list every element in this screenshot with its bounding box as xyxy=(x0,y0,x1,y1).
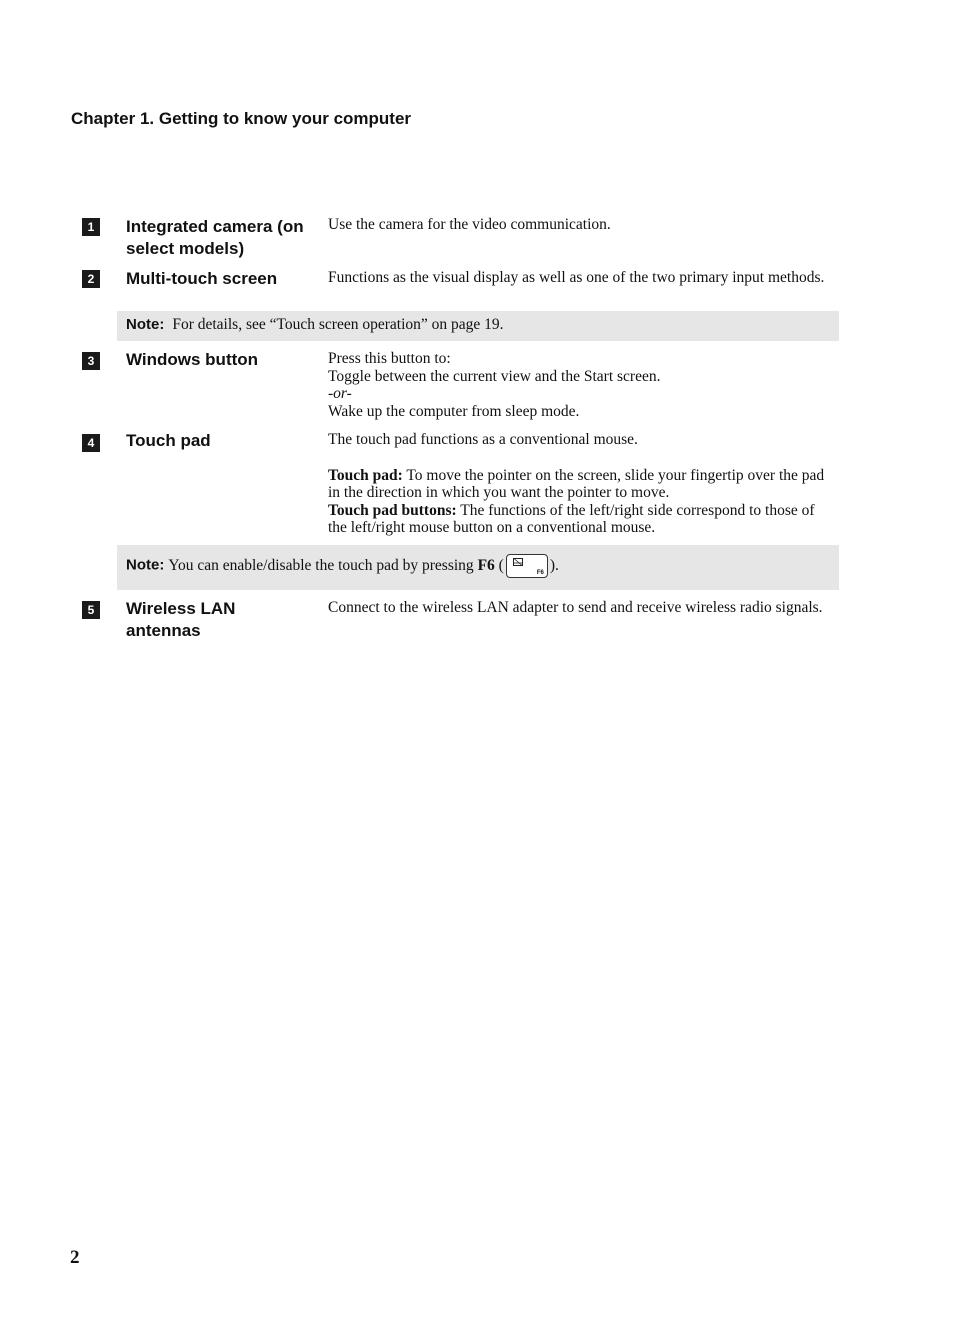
touch-pad-buttons-text: The functions of the left/right side correspond to those of the left/right mouse button on a conventional mouse. xyxy=(328,501,815,536)
item-description: Use the camera for the video communication. xyxy=(328,216,611,233)
description-line: Press this button to: xyxy=(328,350,451,367)
touch-pad-text: To move the pointer on the screen, slide your fingertip over the pad in the direction in which you want the pointer to move. xyxy=(328,466,825,501)
chapter-title: Chapter 1. Getting to know your computer xyxy=(71,109,412,128)
item-description: Connect to the wireless LAN adapter to send and receive wireless radio signals. xyxy=(328,599,823,616)
item-number-badge: 4 xyxy=(82,434,100,452)
page-number: 2 xyxy=(70,1247,80,1268)
item-term: Multi-touch screen xyxy=(126,269,278,288)
touch-pad-label: Touch pad: xyxy=(328,466,403,484)
note-text: You can enable/disable the touch pad by pressing F6 ( F6 ). xyxy=(168,557,559,574)
key-label: F6 xyxy=(536,570,544,576)
description-line: Wake up the computer from sleep mode. xyxy=(328,402,580,420)
item-number-badge: 5 xyxy=(82,601,100,619)
note-box xyxy=(117,311,839,341)
note-box xyxy=(117,545,839,590)
item-term: Windows button xyxy=(126,350,259,369)
item-number-badge: 3 xyxy=(82,352,100,370)
touchpad-icon xyxy=(513,558,523,566)
item-number-badge: 2 xyxy=(82,270,100,288)
note-label: Note: xyxy=(126,556,165,574)
touch-pad-buttons-label: Touch pad buttons: xyxy=(328,501,457,519)
description-touch-pad xyxy=(328,467,833,502)
key-name: F6 xyxy=(477,556,495,574)
item-term: Touch pad xyxy=(126,431,211,450)
item-description xyxy=(328,431,833,537)
item-term: Integrated camera (on select models) xyxy=(126,217,304,258)
description-line xyxy=(328,385,833,403)
item-number-badge: 1 xyxy=(82,218,100,236)
item-term: Wireless LAN antennas xyxy=(126,599,236,640)
description-touch-pad-buttons xyxy=(328,502,833,537)
note-text: For details, see “Touch screen operation” on page 19. xyxy=(172,316,504,333)
note-label: Note: xyxy=(126,316,165,333)
item-description xyxy=(328,350,833,420)
item-description: Functions as the visual display as well as one of the two primary input methods. xyxy=(328,269,825,286)
or-separator: -or- xyxy=(328,385,352,402)
description-line: Toggle between the current view and the Start screen. xyxy=(328,367,661,385)
f6-key-icon xyxy=(506,554,548,578)
description-intro: The touch pad functions as a conventional mouse. xyxy=(328,431,638,448)
